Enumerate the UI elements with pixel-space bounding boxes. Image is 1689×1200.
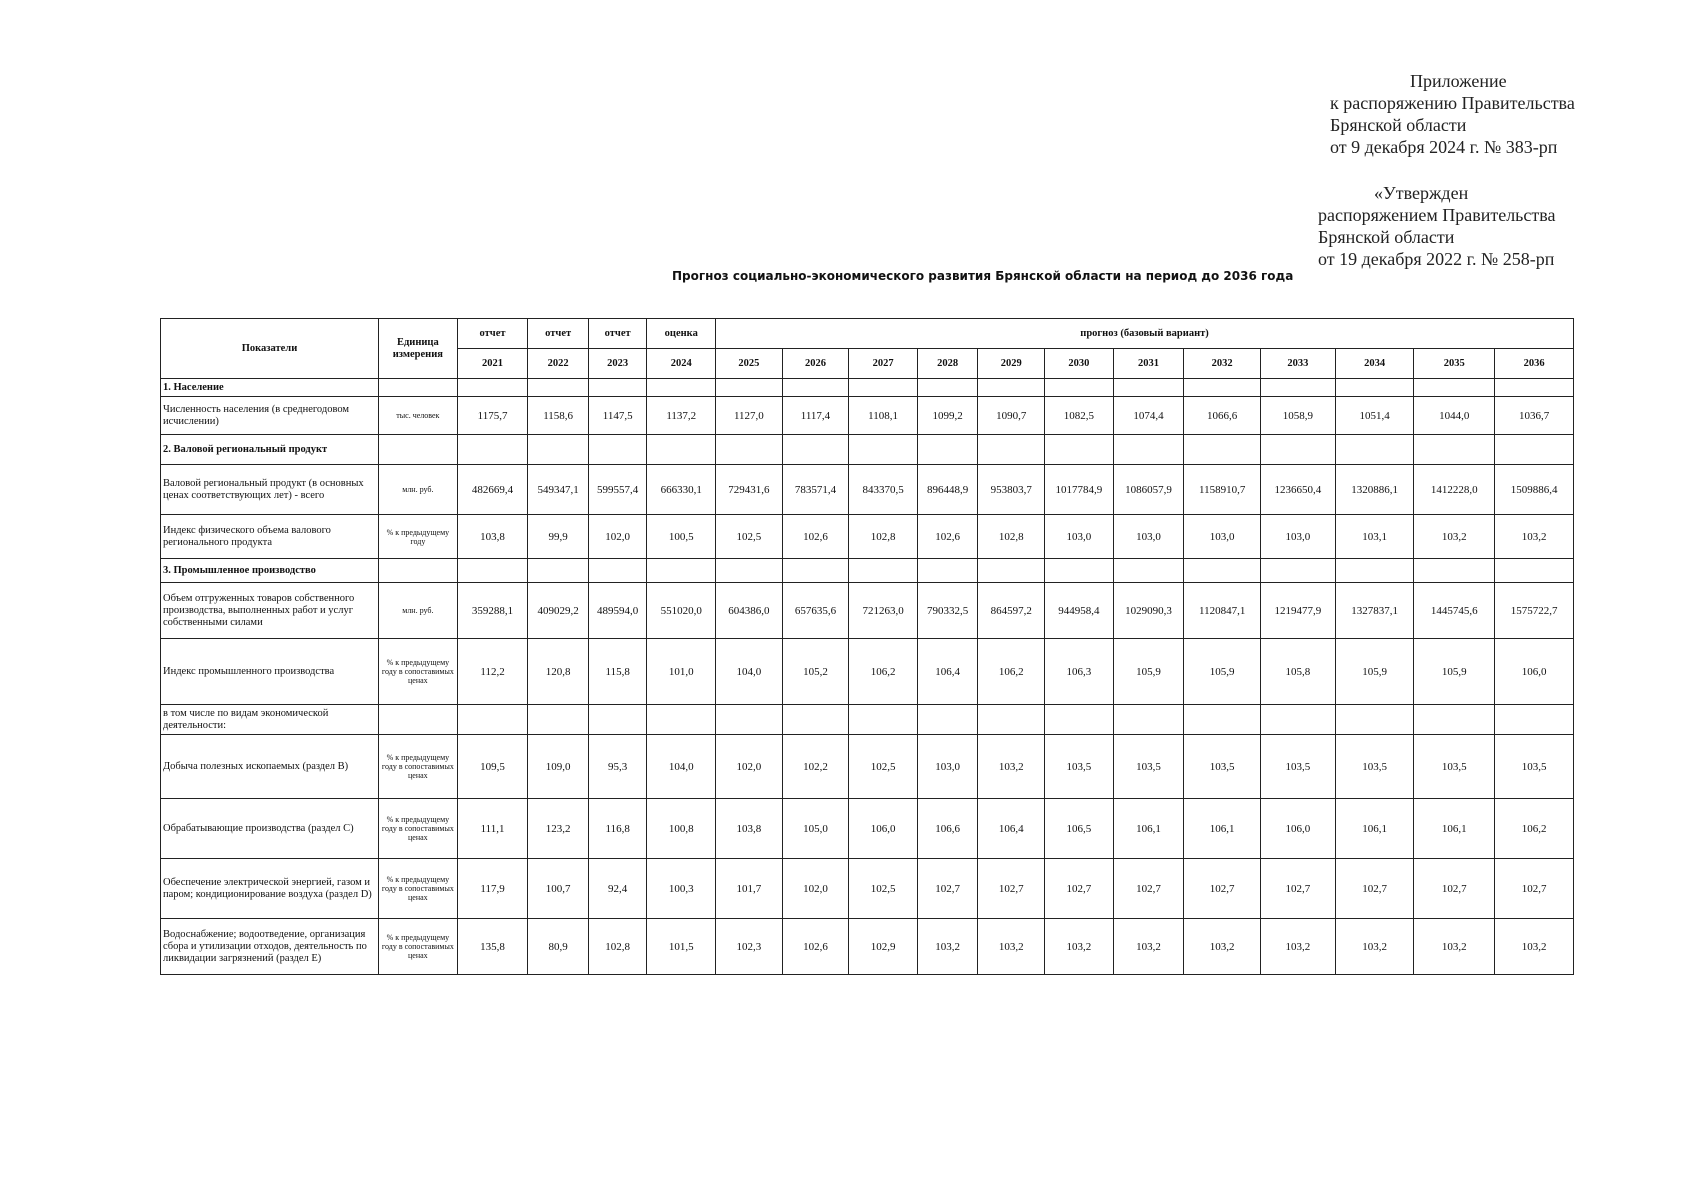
value-cell: 95,3 (588, 735, 647, 799)
value-cell: 103,0 (1045, 515, 1114, 559)
value-cell: 106,2 (849, 639, 918, 705)
year-header: 2028 (917, 349, 978, 379)
value-cell (849, 705, 918, 735)
value-cell (1414, 379, 1495, 397)
value-cell (1045, 435, 1114, 465)
value-cell (782, 705, 849, 735)
unit-cell: % к предыдущему году в сопоставимых ценах (379, 859, 458, 919)
value-cell (647, 705, 716, 735)
value-cell: 1066,6 (1184, 397, 1261, 435)
value-cell: 103,2 (1335, 919, 1414, 975)
value-cell: 1017784,9 (1045, 465, 1114, 515)
value-cell: 103,1 (1335, 515, 1414, 559)
value-cell (917, 559, 978, 583)
value-cell: 103,2 (1045, 919, 1114, 975)
approved-line: Брянской области (1318, 227, 1455, 247)
value-cell: 120,8 (528, 639, 589, 705)
value-cell (1335, 705, 1414, 735)
value-cell: 657635,6 (782, 583, 849, 639)
document-title: Прогноз социально-экономического развития Брянской области на период до 2036 года (672, 269, 1294, 283)
value-cell (782, 435, 849, 465)
year-header: 2032 (1184, 349, 1261, 379)
value-cell (849, 379, 918, 397)
value-cell: 1044,0 (1414, 397, 1495, 435)
value-cell: 135,8 (457, 919, 528, 975)
value-cell: 102,9 (849, 919, 918, 975)
value-cell: 666330,1 (647, 465, 716, 515)
value-cell (588, 435, 647, 465)
value-cell: 604386,0 (716, 583, 783, 639)
value-cell: 106,5 (1045, 799, 1114, 859)
value-cell: 1219477,9 (1261, 583, 1336, 639)
value-cell: 1127,0 (716, 397, 783, 435)
value-cell (528, 379, 589, 397)
value-cell: 102,6 (917, 515, 978, 559)
table-row (161, 705, 1574, 735)
value-cell: 103,2 (1495, 919, 1574, 975)
value-cell (978, 559, 1045, 583)
indicator-name: Обрабатывающие производства (раздел C) (161, 799, 379, 859)
approved-line: «Утвержден (1374, 183, 1469, 203)
value-cell: 790332,5 (917, 583, 978, 639)
value-cell: 102,6 (782, 515, 849, 559)
value-cell: 103,0 (1113, 515, 1184, 559)
year-header: 2025 (716, 349, 783, 379)
value-cell (1184, 435, 1261, 465)
unit-cell: % к предыдущему году в сопоставимых ценах (379, 919, 458, 975)
value-cell (849, 435, 918, 465)
value-cell: 103,8 (716, 799, 783, 859)
indicator-name: Численность населения (в среднегодовом исчислении) (161, 397, 379, 435)
unit-cell: млн. руб. (379, 583, 458, 639)
table-row (161, 735, 1574, 799)
value-cell: 1029090,3 (1113, 583, 1184, 639)
value-cell: 116,8 (588, 799, 647, 859)
value-cell: 106,1 (1335, 799, 1414, 859)
value-cell (1045, 379, 1114, 397)
value-cell (1335, 435, 1414, 465)
unit-cell: % к предыдущему году в сопоставимых ценах (379, 799, 458, 859)
value-cell (1261, 435, 1336, 465)
value-cell: 92,4 (588, 859, 647, 919)
value-cell: 115,8 (588, 639, 647, 705)
value-cell: 105,9 (1184, 639, 1261, 705)
value-cell: 111,1 (457, 799, 528, 859)
value-cell: 106,4 (917, 639, 978, 705)
value-cell: 103,2 (1495, 515, 1574, 559)
value-cell (1495, 705, 1574, 735)
value-cell: 99,9 (528, 515, 589, 559)
value-cell: 1099,2 (917, 397, 978, 435)
value-cell (849, 559, 918, 583)
indicator-name: Объем отгруженных товаров собственного производства, выполненных работ и услуг собственными силами (161, 583, 379, 639)
value-cell: 1086057,9 (1113, 465, 1184, 515)
value-cell: 103,8 (457, 515, 528, 559)
value-cell (647, 379, 716, 397)
value-cell: 103,0 (917, 735, 978, 799)
value-cell: 1158910,7 (1184, 465, 1261, 515)
year-header: 2034 (1335, 349, 1414, 379)
appendix-header (1330, 70, 1660, 158)
value-cell: 102,7 (1045, 859, 1114, 919)
unit-cell: тыс. человек (379, 397, 458, 435)
indicator-name: 2. Валовой региональный продукт (161, 435, 379, 465)
year-header: 2026 (782, 349, 849, 379)
value-cell (588, 559, 647, 583)
value-cell: 1036,7 (1495, 397, 1574, 435)
value-cell: 106,3 (1045, 639, 1114, 705)
value-cell: 101,0 (647, 639, 716, 705)
value-cell: 1051,4 (1335, 397, 1414, 435)
value-cell (782, 559, 849, 583)
value-cell (1495, 435, 1574, 465)
table-row (161, 515, 1574, 559)
value-cell: 103,2 (978, 919, 1045, 975)
value-cell: 102,0 (716, 735, 783, 799)
value-cell: 864597,2 (978, 583, 1045, 639)
value-cell (588, 379, 647, 397)
value-cell (917, 705, 978, 735)
indicator-name: 1. Население (161, 379, 379, 397)
value-cell (647, 435, 716, 465)
value-cell: 102,7 (1495, 859, 1574, 919)
value-cell: 103,5 (1495, 735, 1574, 799)
value-cell: 109,5 (457, 735, 528, 799)
forecast-table (160, 318, 1574, 975)
value-cell (1184, 705, 1261, 735)
value-cell: 102,7 (1261, 859, 1336, 919)
year-header: 2036 (1495, 349, 1574, 379)
value-cell: 105,8 (1261, 639, 1336, 705)
value-cell: 1327837,1 (1335, 583, 1414, 639)
year-header: 2024 (647, 349, 716, 379)
value-cell: 102,5 (849, 735, 918, 799)
value-cell: 100,5 (647, 515, 716, 559)
value-cell: 103,2 (1414, 919, 1495, 975)
approved-line: распоряжением Правительства (1318, 205, 1556, 225)
value-cell: 101,5 (647, 919, 716, 975)
value-cell (1184, 379, 1261, 397)
value-cell: 103,2 (1113, 919, 1184, 975)
value-cell (716, 705, 783, 735)
value-cell: 102,8 (849, 515, 918, 559)
value-cell: 102,7 (1414, 859, 1495, 919)
value-cell: 1108,1 (849, 397, 918, 435)
indicator-name: Индекс промышленного производства (161, 639, 379, 705)
unit-cell: % к предыдущему году в сопоставимых ценах (379, 735, 458, 799)
value-cell (1414, 435, 1495, 465)
table-row (161, 465, 1574, 515)
unit-cell: млн. руб. (379, 465, 458, 515)
value-cell (457, 379, 528, 397)
value-cell (917, 379, 978, 397)
appendix-line: к распоряжению Правительства (1330, 93, 1575, 113)
value-cell: 106,1 (1113, 799, 1184, 859)
year-header: 2029 (978, 349, 1045, 379)
value-cell: 102,0 (588, 515, 647, 559)
value-cell: 123,2 (528, 799, 589, 859)
year-header: 2021 (457, 349, 528, 379)
value-cell: 106,0 (1261, 799, 1336, 859)
approved-header (1318, 182, 1668, 270)
value-cell: 549347,1 (528, 465, 589, 515)
value-cell: 721263,0 (849, 583, 918, 639)
table-row (161, 559, 1574, 583)
value-cell: 100,3 (647, 859, 716, 919)
appendix-line: Брянской области (1330, 115, 1467, 135)
value-cell (647, 559, 716, 583)
value-cell (917, 435, 978, 465)
value-cell: 102,7 (978, 859, 1045, 919)
year-header: 2023 (588, 349, 647, 379)
value-cell: 105,9 (1113, 639, 1184, 705)
value-cell: 103,2 (1184, 919, 1261, 975)
status-header: отчет (528, 319, 589, 349)
value-cell (716, 435, 783, 465)
value-cell: 103,0 (1184, 515, 1261, 559)
value-cell: 1320886,1 (1335, 465, 1414, 515)
value-cell (1113, 435, 1184, 465)
value-cell (1113, 559, 1184, 583)
value-cell: 106,4 (978, 799, 1045, 859)
value-cell: 1074,4 (1113, 397, 1184, 435)
value-cell: 105,9 (1414, 639, 1495, 705)
value-cell: 1412228,0 (1414, 465, 1495, 515)
value-cell: 729431,6 (716, 465, 783, 515)
value-cell: 944958,4 (1045, 583, 1114, 639)
value-cell: 843370,5 (849, 465, 918, 515)
value-cell (528, 705, 589, 735)
value-cell (978, 379, 1045, 397)
value-cell: 103,5 (1045, 735, 1114, 799)
value-cell: 105,9 (1335, 639, 1414, 705)
status-header: отчет (588, 319, 647, 349)
value-cell (1414, 559, 1495, 583)
unit-cell (379, 435, 458, 465)
value-cell: 102,6 (782, 919, 849, 975)
year-header: 2030 (1045, 349, 1114, 379)
table-row (161, 919, 1574, 975)
value-cell: 105,0 (782, 799, 849, 859)
value-cell: 102,5 (716, 515, 783, 559)
indicator-name: Валовой региональный продукт (в основных ценах соответствующих лет) - всего (161, 465, 379, 515)
value-cell: 103,0 (1261, 515, 1336, 559)
year-header: 2022 (528, 349, 589, 379)
value-cell (1261, 705, 1336, 735)
indicator-name: Добыча полезных ископаемых (раздел B) (161, 735, 379, 799)
value-cell: 102,7 (1335, 859, 1414, 919)
value-cell: 100,7 (528, 859, 589, 919)
value-cell (1335, 559, 1414, 583)
value-cell (1045, 559, 1114, 583)
value-cell (588, 705, 647, 735)
value-cell: 896448,9 (917, 465, 978, 515)
indicator-name: 3. Промышленное производство (161, 559, 379, 583)
value-cell: 103,2 (917, 919, 978, 975)
year-header: 2027 (849, 349, 918, 379)
value-cell: 102,7 (1184, 859, 1261, 919)
value-cell (978, 435, 1045, 465)
value-cell: 106,0 (849, 799, 918, 859)
value-cell: 1575722,7 (1495, 583, 1574, 639)
value-cell: 1058,9 (1261, 397, 1336, 435)
value-cell: 1158,6 (528, 397, 589, 435)
unit-cell: % к предыдущему году в сопоставимых ценах (379, 639, 458, 705)
value-cell: 104,0 (647, 735, 716, 799)
value-cell: 103,5 (1184, 735, 1261, 799)
value-cell (1495, 379, 1574, 397)
value-cell: 482669,4 (457, 465, 528, 515)
year-header: 2033 (1261, 349, 1336, 379)
value-cell: 1082,5 (1045, 397, 1114, 435)
value-cell: 102,2 (782, 735, 849, 799)
value-cell (1495, 559, 1574, 583)
value-cell: 489594,0 (588, 583, 647, 639)
value-cell (528, 559, 589, 583)
value-cell (1261, 379, 1336, 397)
value-cell: 103,5 (1414, 735, 1495, 799)
unit-cell: % к предыдущему году (379, 515, 458, 559)
table-row (161, 397, 1574, 435)
value-cell: 100,8 (647, 799, 716, 859)
value-cell (528, 435, 589, 465)
value-cell (716, 379, 783, 397)
column-header-indicators: Показатели (161, 319, 379, 379)
value-cell: 103,2 (1414, 515, 1495, 559)
value-cell: 1120847,1 (1184, 583, 1261, 639)
value-cell: 953803,7 (978, 465, 1045, 515)
value-cell (1261, 559, 1336, 583)
value-cell: 106,2 (1495, 799, 1574, 859)
year-header: 2031 (1113, 349, 1184, 379)
value-cell: 102,7 (1113, 859, 1184, 919)
value-cell: 106,1 (1184, 799, 1261, 859)
value-cell: 117,9 (457, 859, 528, 919)
value-cell: 409029,2 (528, 583, 589, 639)
value-cell: 101,7 (716, 859, 783, 919)
value-cell (1113, 379, 1184, 397)
value-cell: 106,2 (978, 639, 1045, 705)
value-cell: 1147,5 (588, 397, 647, 435)
value-cell: 359288,1 (457, 583, 528, 639)
value-cell: 102,5 (849, 859, 918, 919)
value-cell: 783571,4 (782, 465, 849, 515)
value-cell: 1509886,4 (1495, 465, 1574, 515)
value-cell: 109,0 (528, 735, 589, 799)
value-cell: 1175,7 (457, 397, 528, 435)
value-cell (1335, 379, 1414, 397)
value-cell: 103,5 (1113, 735, 1184, 799)
value-cell: 1117,4 (782, 397, 849, 435)
appendix-line: Приложение (1410, 71, 1507, 91)
status-header: оценка (647, 319, 716, 349)
indicator-name: Обеспечение электрической энергией, газом и паром; кондиционирование воздуха (раздел D) (161, 859, 379, 919)
approved-line: от 19 декабря 2022 г. № 258-рп (1318, 249, 1555, 269)
table-row (161, 379, 1574, 397)
value-cell: 80,9 (528, 919, 589, 975)
indicator-name: Водоснабжение; водоотведение, организация сбора и утилизации отходов, деятельность по ликвидации загрязнений (раздел E) (161, 919, 379, 975)
table-row (161, 799, 1574, 859)
value-cell: 102,8 (978, 515, 1045, 559)
value-cell: 105,2 (782, 639, 849, 705)
status-header: отчет (457, 319, 528, 349)
value-cell: 102,0 (782, 859, 849, 919)
value-cell: 551020,0 (647, 583, 716, 639)
value-cell: 106,0 (1495, 639, 1574, 705)
value-cell: 102,3 (716, 919, 783, 975)
unit-cell (379, 379, 458, 397)
value-cell: 102,7 (917, 859, 978, 919)
column-header-unit: Единица измерения (379, 319, 458, 379)
table-row (161, 639, 1574, 705)
value-cell: 1236650,4 (1261, 465, 1336, 515)
table-row (161, 859, 1574, 919)
value-cell: 104,0 (716, 639, 783, 705)
value-cell: 106,6 (917, 799, 978, 859)
year-header: 2035 (1414, 349, 1495, 379)
appendix-line: от 9 декабря 2024 г. № 383-рп (1330, 137, 1558, 157)
value-cell (1045, 705, 1114, 735)
value-cell (1113, 705, 1184, 735)
value-cell (978, 705, 1045, 735)
value-cell: 103,5 (1261, 735, 1336, 799)
value-cell (457, 435, 528, 465)
value-cell (457, 705, 528, 735)
value-cell: 1137,2 (647, 397, 716, 435)
value-cell: 103,5 (1335, 735, 1414, 799)
value-cell (716, 559, 783, 583)
value-cell: 1090,7 (978, 397, 1045, 435)
value-cell: 1445745,6 (1414, 583, 1495, 639)
value-cell: 106,1 (1414, 799, 1495, 859)
table-row (161, 435, 1574, 465)
value-cell (457, 559, 528, 583)
value-cell: 102,8 (588, 919, 647, 975)
unit-cell (379, 705, 458, 735)
value-cell: 599557,4 (588, 465, 647, 515)
value-cell: 112,2 (457, 639, 528, 705)
forecast-header: прогноз (базовый вариант) (716, 319, 1574, 349)
indicator-name: Индекс физического объема валового регионального продукта (161, 515, 379, 559)
value-cell (782, 379, 849, 397)
value-cell (1414, 705, 1495, 735)
table-row (161, 583, 1574, 639)
indicator-name: в том числе по видам экономической деятельности: (161, 705, 379, 735)
value-cell (1184, 559, 1261, 583)
value-cell: 103,2 (978, 735, 1045, 799)
unit-cell (379, 559, 458, 583)
value-cell: 103,2 (1261, 919, 1336, 975)
